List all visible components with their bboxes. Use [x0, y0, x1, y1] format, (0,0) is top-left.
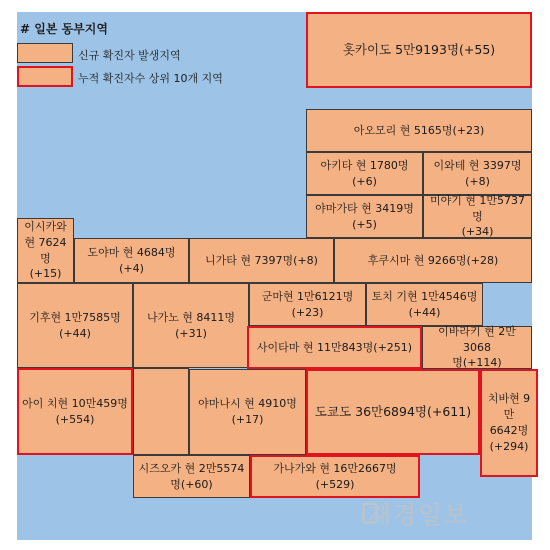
- region-saitama: 사이타마 현 11만843명(+251): [247, 326, 422, 369]
- region-yamagata: 야마가타 현 3419명(+5): [306, 195, 423, 238]
- region-yamanashi: 야마나시 현 4910명 (+17): [189, 369, 306, 455]
- region-hokkaido: 홋카이도 5만9193명(+55): [306, 12, 532, 88]
- region-tochigi: 토치 기현 1만4546명 (+44): [366, 283, 483, 326]
- legend-swatch-new: [17, 43, 73, 63]
- region-aichi: 아이 치현 10만459명 (+554): [17, 368, 133, 455]
- region-miyagi: 미야기 현 1만5737명 (+34): [423, 195, 532, 238]
- region-ishikawa: 이시카와 현 7624명 (+15): [17, 218, 74, 283]
- region-toyama: 도야마 현 4684명(+4): [74, 238, 189, 283]
- region-gunma: 군마현 1만6121명 (+23): [249, 283, 366, 326]
- watermark: 재경일보: [368, 501, 469, 529]
- legend-swatch-top10: [17, 66, 73, 87]
- region-fukushima: 후쿠시마 현 9266명(+28): [334, 238, 532, 283]
- legend-label-top10: 누적 확진자수 상위 10개 지역: [78, 72, 223, 85]
- legend-title: # 일본 동부지역: [20, 22, 108, 36]
- region-shizuoka: 시즈오카 현 2만5574 명(+60): [133, 455, 250, 498]
- region-niigata: 니가타 현 7397명(+8): [189, 238, 334, 283]
- legend-label-new: 신규 확진자 발생지역: [78, 49, 181, 62]
- region-akita: 아키타 현 1780명(+6): [306, 152, 423, 195]
- region-nagano: 나가노 현 8411명 (+31): [133, 283, 249, 368]
- region-iwate: 이와테 현 3397명(+8): [423, 152, 532, 195]
- region-nagano-lower: [133, 368, 189, 455]
- region-gifu: 기후현 1만7585명 (+44): [17, 283, 133, 368]
- region-kanagawa: 가나가와 현 16만2667명(+529): [250, 455, 420, 498]
- region-chiba: 치바현 9만 6642명 (+294): [480, 369, 538, 477]
- region-aomori: 아오모리 현 5165명(+23): [306, 109, 532, 152]
- region-tokyo: 도쿄도 36만6894명(+611): [306, 369, 480, 455]
- region-ibaraki: 이바라키 현 2만3068 명(+114): [422, 326, 532, 369]
